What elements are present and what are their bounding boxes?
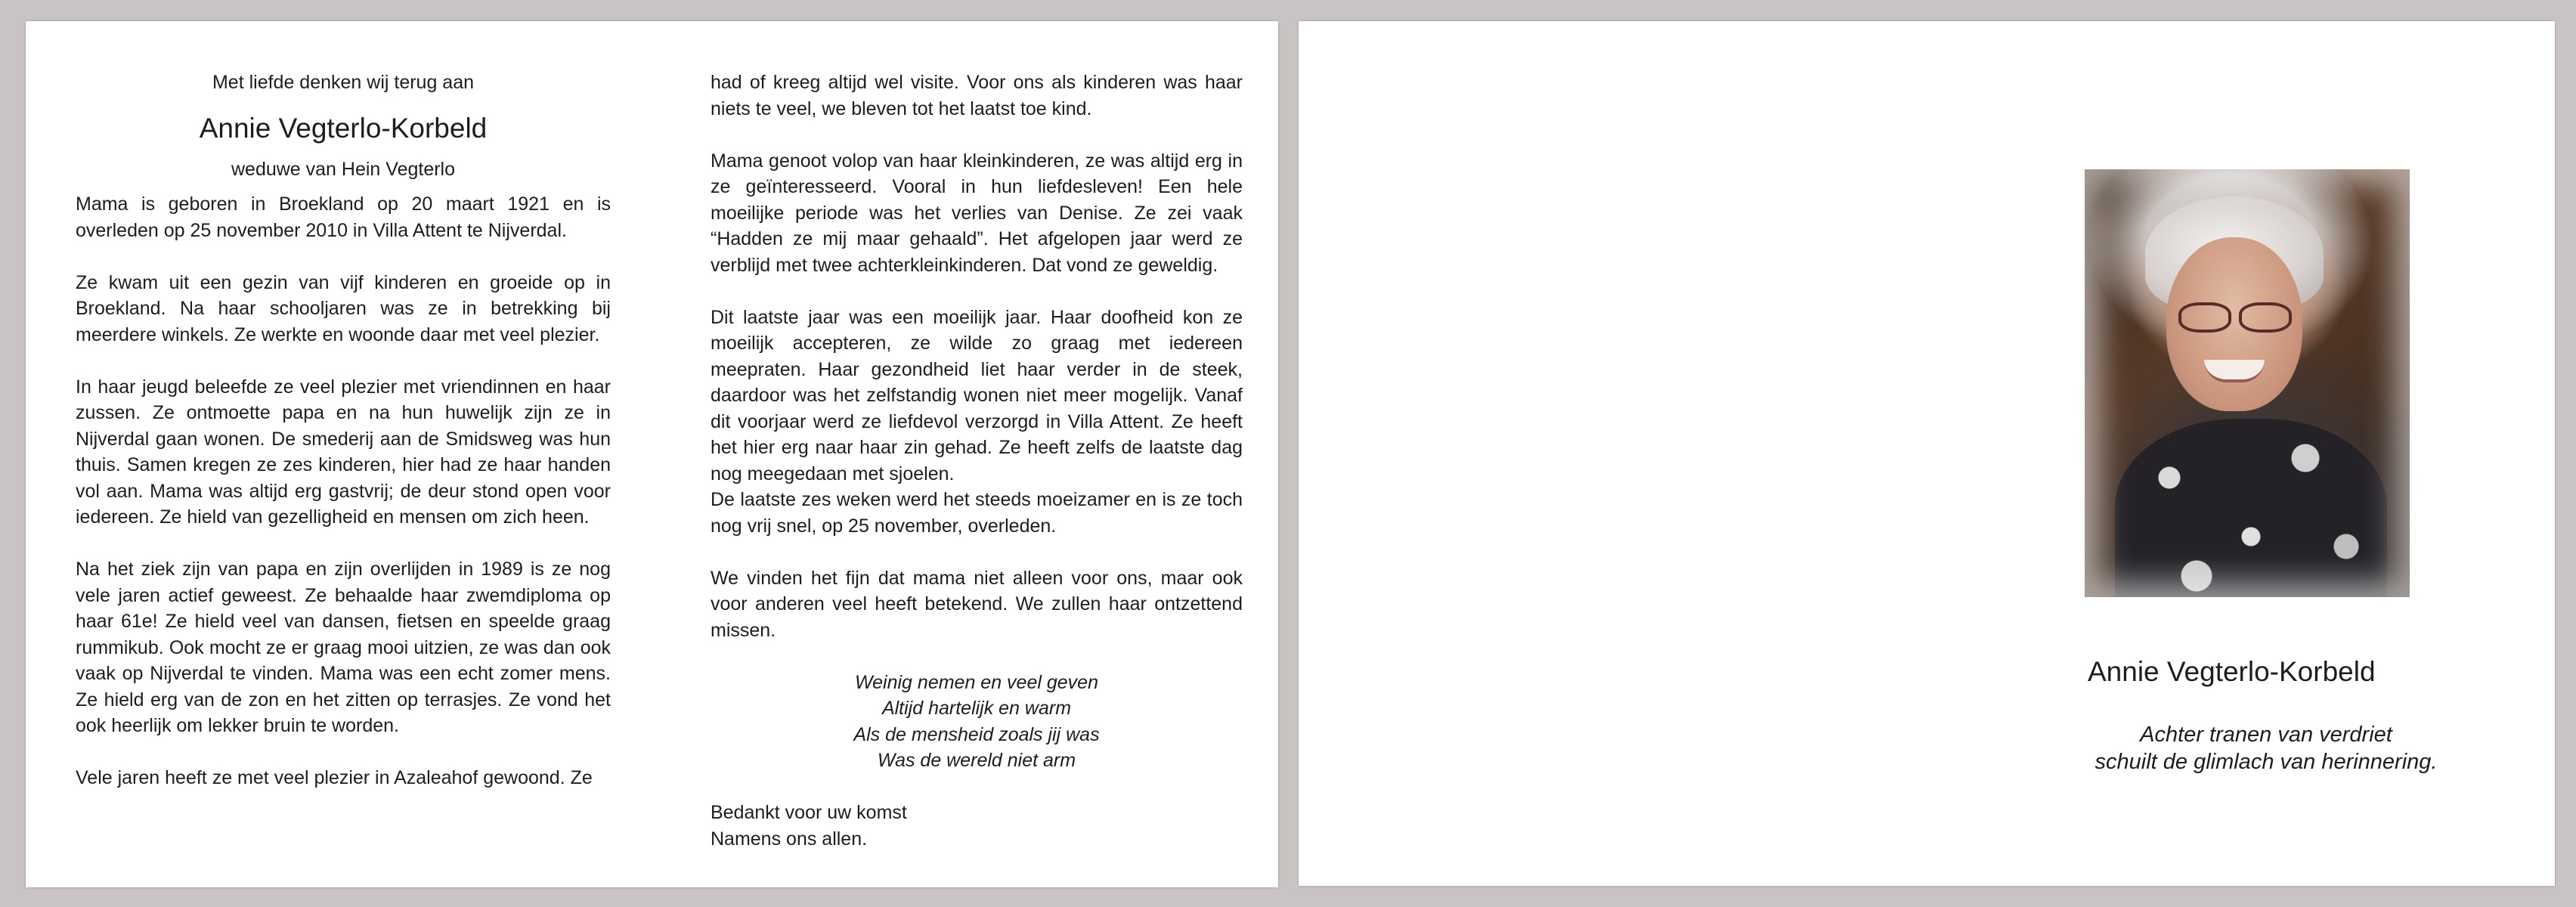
- intro-line: Met liefde denken wij terug aan: [212, 72, 475, 93]
- poem: [711, 670, 1243, 774]
- closing-line: Bedankt voor uw komst: [711, 802, 907, 823]
- left-card-page: [26, 21, 1278, 887]
- closing: [711, 800, 1243, 852]
- poem-line: Was de wereld niet arm: [877, 750, 1076, 771]
- paragraph-grandchildren: Mama genoot volop van haar kleinkinderen, ze was altijd erg in ze geïnteresseerd. Vooral in hun liefdesleven! Een hele moeilijke periode was het verlies van Denise. Ze zei vaak “Hadden ze mij maar gehaald”. Het afgelopen jaar werd ze verblijd met twee achterkleinkinderen. Dat vond ze geweldig.: [711, 150, 1243, 276]
- paragraph-last-weeks: De laatste zes weken werd het steeds moeizamer en is ze toch nog vrij snel, op 25 november, overleden.: [711, 489, 1243, 537]
- widow-subtitle: weduwe van Hein Vegterlo: [231, 158, 456, 180]
- poem-line: Als de mensheid zoals jij was: [853, 723, 1100, 745]
- poem-line: Weinig nemen en veel geven: [855, 671, 1098, 693]
- photo-vignette: [2085, 169, 2410, 597]
- paragraph-azaleahof: Vele jaren heeft ze met veel plezier in Azaleahof gewoond. Ze: [76, 767, 593, 788]
- paragraph-visite: had of kreeg altijd wel visite. Voor ons als kinderen was haar niets te veel, we bleven tot het laatst toe kind.: [711, 72, 1243, 119]
- left-column: [76, 59, 611, 791]
- closing-line: Namens ons allen.: [711, 828, 868, 850]
- portrait-name: Annie Vegterlo-Korbeld: [2088, 656, 2376, 687]
- poem-line: Altijd hartelijk en warm: [881, 698, 1072, 719]
- paragraph-marriage: In haar jeugd beleefde ze veel plezier met vriendinnen en haar zussen. Ze ontmoette papa en na hun huwelijk zijn ze in Nijverdal gaan wonen. De smederij aan de Smidsweg was hun thuis. Samen kregen ze zes kinderen, hier had ze haar handen vol aan. Mama was altijd erg gastvrij; de deur stond open voor iedereen. Ze hield van gezelligheid en mensen om zich heen.: [76, 376, 611, 528]
- paragraph-birth: Mama is geboren in Broekland op 20 maart 1921 en is overleden op 25 november 2010 in Villa Attent te Nijverdal.: [76, 193, 611, 241]
- paragraph-youth-family: Ze kwam uit een gezin van vijf kinderen en groeide op in Broekland. Na haar schooljaren was ze in betrekking bij meerdere winkels. Ze werkte en woonde daar met veel plezier.: [76, 271, 611, 345]
- right-card-page: [1299, 21, 2555, 886]
- paragraph-active-years: Na het ziek zijn van papa en zijn overlijden in 1989 is ze nog vele jaren actief geweest. Ze behaalde haar zwemdiploma op haar 61e! Ze hield veel van dansen, fietsen en speelde graag rummikub. Ook mocht ze er graag mooi uitzien, ze was dan ook vaak op Nijverdal te vinden. Mama was een echt zomer mens. Ze hield erg van de zon en het zitten op terrasjes. Ze vond het ook heerlijk om lekker bruin te worden.: [76, 559, 611, 736]
- paragraph-gratitude: We vinden het fijn dat mama niet alleen voor ons, maar ook voor anderen veel heeft betekend. We zullen haar ontzettend missen.: [711, 567, 1243, 641]
- right-column: [711, 59, 1243, 852]
- quote-line: Achter tranen van verdriet: [2140, 723, 2392, 747]
- deceased-name: Annie Vegterlo-Korbeld: [199, 112, 488, 144]
- memorial-quote: [2054, 721, 2478, 775]
- paragraph-last-year: Dit laatste jaar was een moeilijk jaar. Haar doofheid kon ze moeilijk accepteren, ze wilde zo graag met iedereen meepraten. Haar gezondheid liet haar verder in de steek, daardoor was het zelfstandig wonen niet meer mogelijk. Vanaf dit voorjaar werd ze liefdevol verzorgd in Villa Attent. Ze heeft het hier erg naar haar zin gehad. Ze heeft zelfs de laatste dag nog meegedaan met sjoelen.: [711, 306, 1243, 484]
- quote-line: schuilt de glimlach van herinnering.: [2095, 750, 2438, 774]
- portrait-photo: [2085, 169, 2410, 597]
